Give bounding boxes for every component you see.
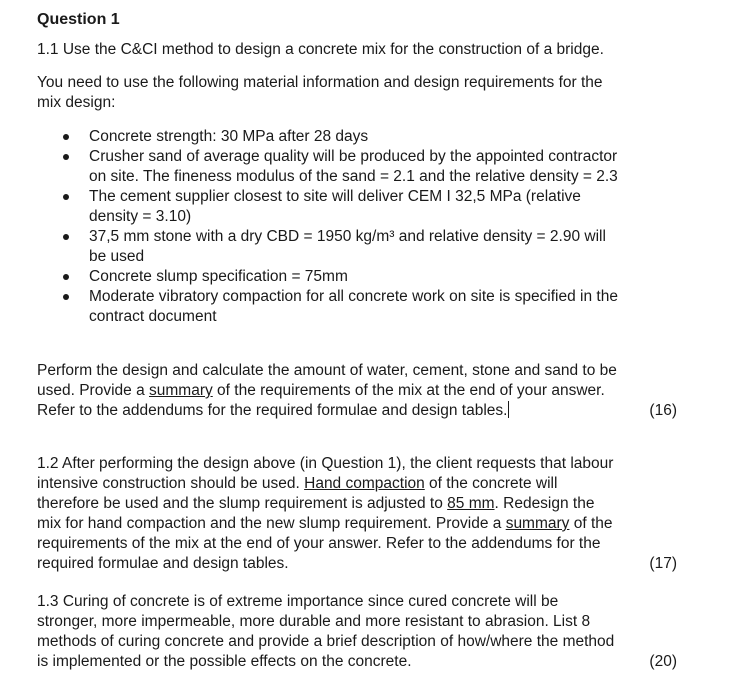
list-item-text: The cement supplier closest to site will deliver CEM I 32,5 MPa (relative [89,188,581,205]
paragraph-line [37,381,677,401]
bullet-icon [63,294,69,300]
list-item [60,147,680,187]
list-item-text: 37,5 mm stone with a dry CBD = 1950 kg/m³ and relative density = 2.90 will [89,228,606,245]
bullet-icon [63,234,69,240]
text-span: of the requirements of the mix at the end of your answer. [212,382,605,399]
paragraph-line: 1.3 Curing of concrete is of extreme importance since cured concrete will be [37,593,559,610]
underlined-text: 85 mm [447,495,495,512]
question-1-1-instructions [37,361,677,421]
bullet-icon [63,154,69,160]
materials-intro [37,73,677,113]
bullet-icon [63,274,69,280]
list-item-text: be used [89,248,145,265]
text-span: required formulae and design tables. [37,555,289,572]
text-span: intensive construction should be used. [37,475,305,492]
question-1-2-marks: (17) [649,555,677,572]
list-item [60,227,680,267]
underlined-text: Hand compaction [304,475,425,492]
text-span: of the concrete will [424,475,558,492]
list-item-text: Concrete slump specification = 75mm [89,268,348,285]
paragraph-line [37,401,677,421]
underlined-text: summary [149,382,213,399]
text-cursor[interactable] [508,401,509,418]
question-1-2 [37,454,677,574]
text-span: used. Provide a [37,382,150,399]
question-heading: Question 1 [37,11,120,28]
requirements-list [60,127,680,327]
list-item [60,187,680,227]
paragraph-line: Perform the design and calculate the amount of water, cement, stone and sand to be [37,362,617,379]
paragraph-line [37,514,677,534]
question-1-1-statement: 1.1 Use the C&CI method to design a concrete mix for the construction of a bridge. [37,41,604,58]
list-item-text: density = 3.10) [89,208,192,225]
paragraph-line: requirements of the mix at the end of your answer. Refer to the addendums for the [37,535,601,552]
paragraph-line: methods of curing concrete and provide a brief description of how/where the method [37,633,615,650]
list-item-text: Crusher sand of average quality will be produced by the appointed contractor [89,148,618,165]
bullet-icon [63,194,69,200]
text-span: of the [569,515,613,532]
materials-intro-line: You need to use the following material information and design requirements for the [37,74,603,91]
paragraph-line: 1.2 After performing the design above (in Question 1), the client requests that labour [37,455,614,472]
paragraph-line [37,474,677,494]
paragraph-line [37,652,677,672]
question-1-3 [37,592,677,672]
question-1-1-marks: (16) [649,402,677,419]
text-span: Refer to the addendums for the required formulae and design tables. [37,402,508,419]
list-item [60,287,680,327]
paragraph-line [37,554,677,574]
text-span: therefore be used and the slump requirement is adjusted to [37,495,448,512]
list-item [60,127,680,147]
list-item-text: Moderate vibratory compaction for all concrete work on site is specified in the [89,288,618,305]
bullet-icon [63,134,69,140]
text-span: is implemented or the possible effects on the concrete. [37,653,412,670]
text-span: . Redesign the [494,495,595,512]
list-item-text: Concrete strength: 30 MPa after 28 days [89,128,369,145]
text-span: mix for hand compaction and the new slump requirement. Provide a [37,515,506,532]
underlined-text: summary [505,515,570,532]
list-item-text: on site. The fineness modulus of the sand = 2.1 and the relative density = 2.3 [89,168,618,185]
paragraph-line [37,494,677,514]
paragraph-line: stronger, more impermeable, more durable and more resistant to abrasion. List 8 [37,613,591,630]
materials-intro-line: mix design: [37,94,116,111]
question-1-3-marks: (20) [649,653,677,670]
list-item-text: contract document [89,308,217,325]
list-item [60,267,680,287]
